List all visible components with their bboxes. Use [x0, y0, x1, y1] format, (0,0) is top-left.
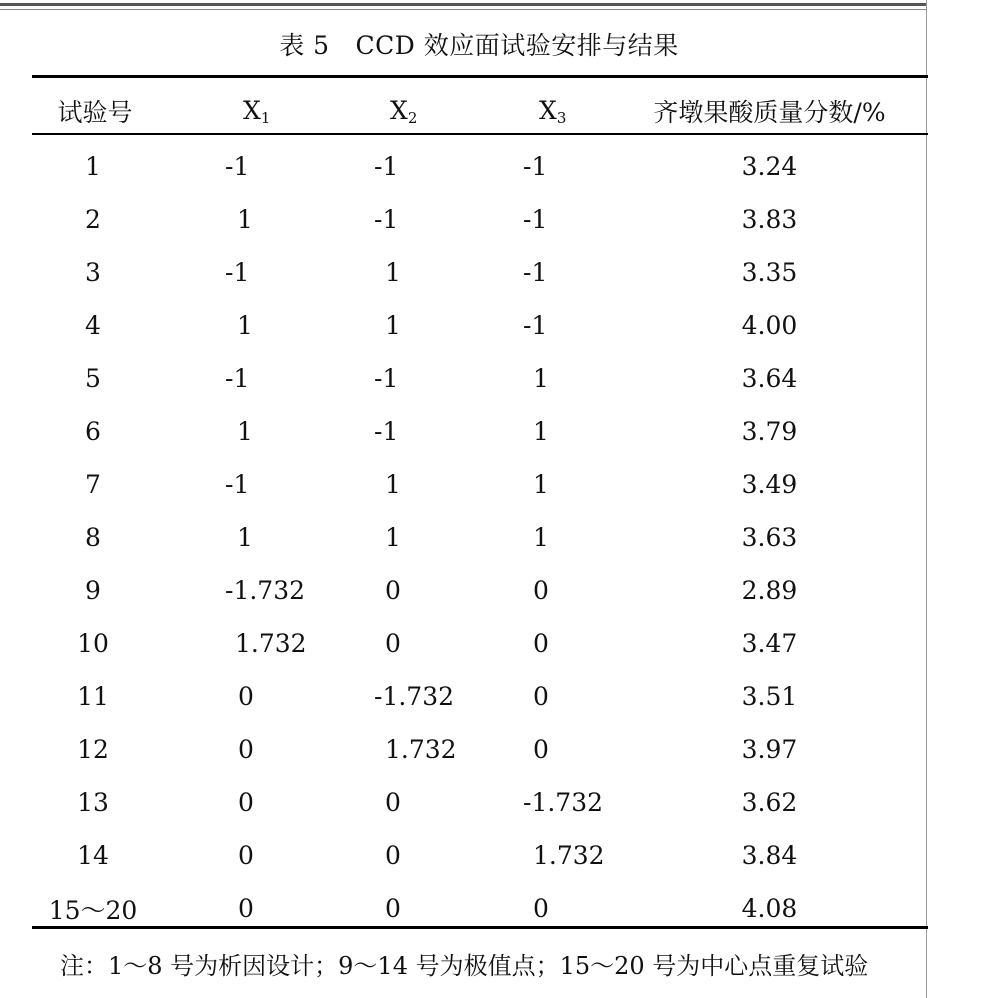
- cell-x2: 0: [385, 841, 401, 870]
- table-note: 注：1～8 号为析因设计；9～14 号为极值点；15～20 号为中心点重复试验: [60, 952, 869, 980]
- cell-x1: 1: [237, 417, 253, 446]
- header-run: 试验号: [57, 98, 133, 127]
- cell-x2: -1: [374, 205, 399, 234]
- cell-result: 2.89: [741, 576, 798, 605]
- cell-x1: 0: [238, 894, 254, 923]
- cell-run: 11: [77, 682, 109, 711]
- cell-result: 3.47: [741, 629, 798, 658]
- cell-x1: 1: [237, 205, 253, 234]
- cell-result: 3.79: [741, 417, 798, 446]
- cell-x3: 0: [533, 894, 549, 923]
- table-row: [32, 405, 928, 458]
- cell-result: 3.49: [741, 470, 798, 499]
- table-top-rule: [32, 75, 928, 78]
- cell-run: 7: [85, 470, 101, 499]
- cell-result: 3.51: [741, 682, 798, 711]
- cell-x2: -1: [374, 152, 399, 181]
- cell-x1: -1: [225, 364, 250, 393]
- table-row: [32, 617, 928, 670]
- cell-run: 5: [85, 364, 101, 393]
- cell-run: 4: [85, 311, 101, 340]
- cell-x3: -1.732: [523, 788, 604, 817]
- cell-x3: 0: [533, 576, 549, 605]
- cell-x2: 0: [385, 629, 401, 658]
- cell-run: 15～20: [48, 895, 138, 925]
- cell-x3: 1.732: [533, 841, 605, 870]
- cell-x1: 1: [237, 311, 253, 340]
- cell-result: 4.08: [741, 894, 798, 923]
- cell-x2: 0: [385, 788, 401, 817]
- cell-run: 8: [85, 523, 101, 552]
- table-row: [32, 723, 928, 776]
- cell-x2: -1: [374, 417, 399, 446]
- table-row: [32, 776, 928, 829]
- cell-x2: 1.732: [385, 735, 457, 764]
- table-row: [32, 564, 928, 617]
- cell-x3: -1: [523, 311, 548, 340]
- cell-x1: 0: [238, 735, 254, 764]
- cell-x2: -1.732: [374, 682, 455, 711]
- cell-x1: 0: [238, 788, 254, 817]
- table-caption-label: 表 5: [279, 31, 330, 60]
- cell-run: 12: [77, 735, 109, 764]
- table-header-row: [32, 86, 928, 136]
- table-row: [32, 511, 928, 564]
- cell-x3: -1: [523, 152, 548, 181]
- header-result: 齐墩果酸质量分数/%: [653, 98, 886, 127]
- table-row: [32, 458, 928, 511]
- cell-result: 3.64: [741, 364, 798, 393]
- cell-run: 2: [85, 205, 101, 234]
- cell-result: 3.97: [741, 735, 798, 764]
- header-x1: $X_1$: [243, 95, 271, 127]
- table-caption: [0, 26, 958, 62]
- cell-x3: 0: [533, 629, 549, 658]
- cell-x2: 0: [385, 894, 401, 923]
- table-row: [32, 882, 928, 935]
- cell-x3: 1: [533, 417, 549, 446]
- cell-run: 6: [85, 417, 101, 446]
- cell-result: 3.24: [741, 152, 798, 181]
- cell-x2: 1: [385, 311, 401, 340]
- cell-x2: 0: [385, 576, 401, 605]
- cell-x2: -1: [374, 364, 399, 393]
- table-row: [32, 246, 928, 299]
- cell-result: 3.35: [741, 258, 798, 287]
- cell-x2: 1: [385, 258, 401, 287]
- table-caption-text: CCD 效应面试验安排与结果: [355, 31, 679, 60]
- cell-x3: -1: [523, 205, 548, 234]
- cell-x1: 1: [237, 523, 253, 552]
- cell-x3: 1: [533, 364, 549, 393]
- cell-x1: -1: [225, 470, 250, 499]
- cell-run: 9: [85, 576, 101, 605]
- cell-x2: 1: [385, 470, 401, 499]
- table-row: [32, 829, 928, 882]
- cell-x3: 1: [533, 523, 549, 552]
- cell-x1: 1.732: [235, 629, 307, 658]
- cell-result: 3.63: [741, 523, 798, 552]
- table-row: [32, 670, 928, 723]
- cell-result: 4.00: [741, 311, 798, 340]
- cell-x3: 0: [533, 735, 549, 764]
- table-row: [32, 352, 928, 405]
- cell-run: 13: [77, 788, 109, 817]
- header-x3: $X_3$: [539, 95, 567, 127]
- cell-x3: -1: [523, 258, 548, 287]
- cell-result: 3.62: [741, 788, 798, 817]
- table-row: [32, 136, 928, 193]
- table-row: [32, 193, 928, 246]
- cell-x2: 1: [385, 523, 401, 552]
- cell-run: 3: [85, 258, 101, 287]
- header-x2: $X_2$: [390, 95, 418, 127]
- cell-x1: -1: [225, 258, 250, 287]
- cell-result: 3.84: [741, 841, 798, 870]
- page-top-rule-thin: [0, 9, 927, 10]
- page-top-rule: [0, 3, 927, 6]
- data-table: [32, 86, 928, 935]
- cell-x1: -1.732: [225, 576, 306, 605]
- cell-x1: 0: [238, 841, 254, 870]
- cell-run: 14: [77, 841, 109, 870]
- table-row: [32, 299, 928, 352]
- cell-result: 3.83: [741, 205, 798, 234]
- cell-run: 10: [77, 629, 109, 658]
- cell-run: 1: [85, 152, 101, 181]
- cell-x3: 1: [533, 470, 549, 499]
- cell-x3: 0: [533, 682, 549, 711]
- cell-x1: 0: [238, 682, 254, 711]
- cell-x1: -1: [225, 152, 250, 181]
